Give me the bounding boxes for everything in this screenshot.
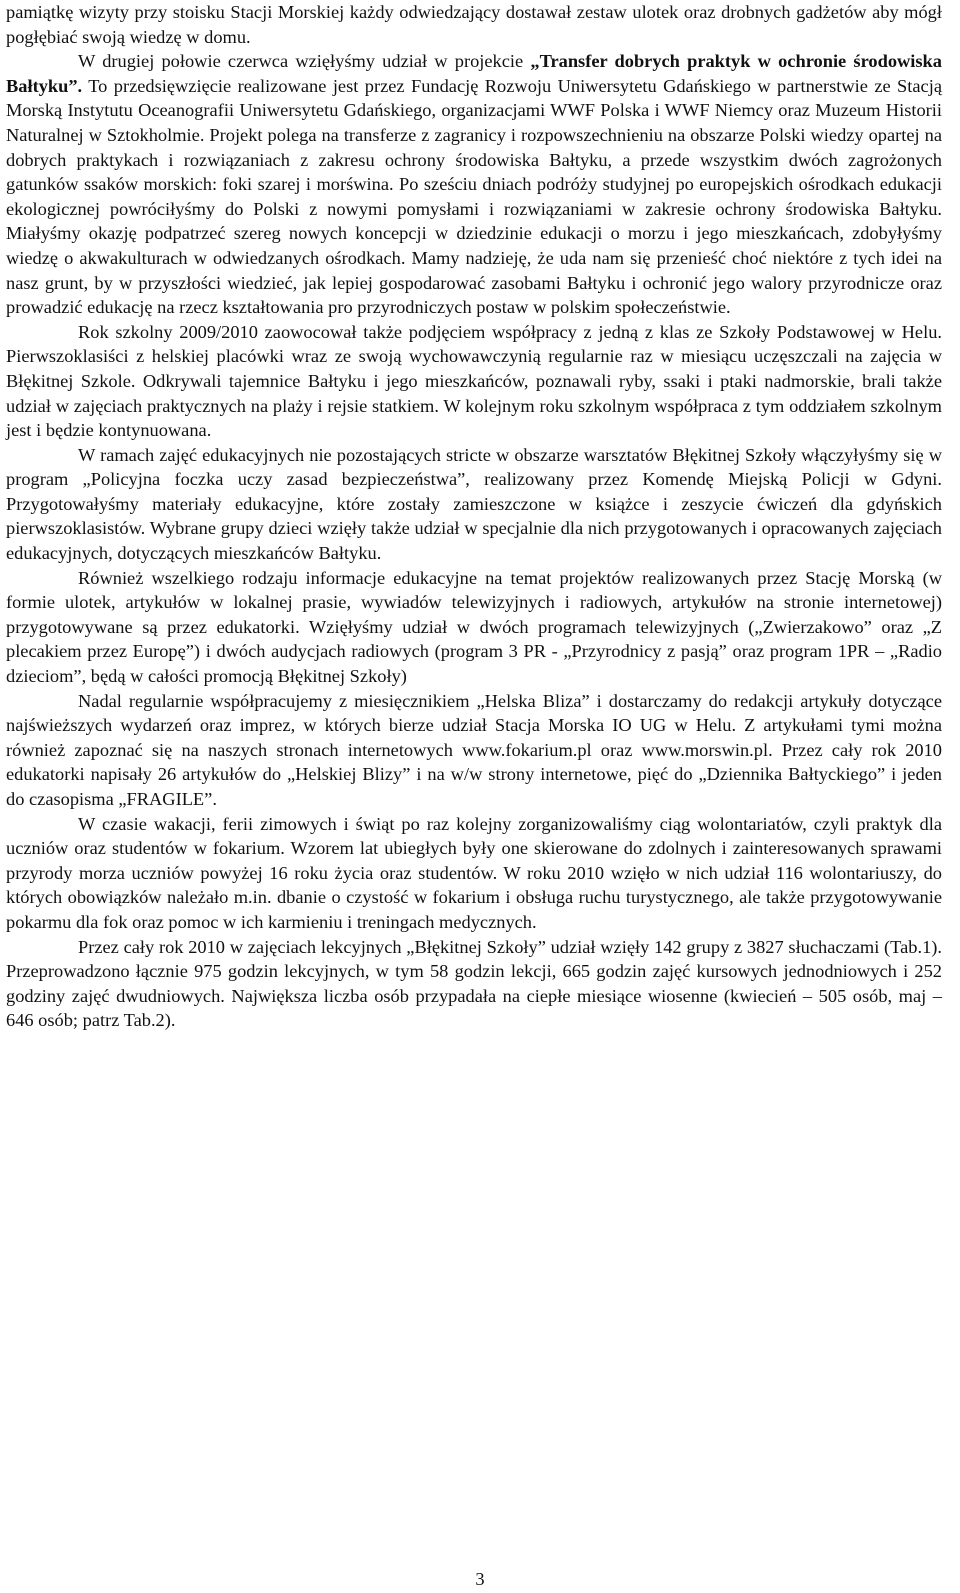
- paragraph-volunteering: W czasie wakacji, ferii zimowych i świąt po raz kolejny zorganizowaliśmy ciąg wolontariatów, czyli praktyk dla uczniów oraz studentów w fokarium. Wzorem lat ubiegłych były one skierowane do zdolnych i zainteresowanych sprawami przyrody morza uczniów powyżej 16 roku życia oraz studentów. W roku 2010 wzięło w nich udział 116 wolontariuszy, do których obowiązków należało m.in. dbanie o czystość w fokarium i obsługa ruchu turystycznego, ale także przygotowywanie pokarmu dla fok oraz pomoc w ich karmieniu i treningach medycznych.: [6, 813, 942, 932]
- paragraph-lesson-statistics: Przez cały rok 2010 w zajęciach lekcyjnych „Błękitnej Szkoły” udział wzięły 142 grupy z 3827 słuchaczami (Tab.1). Przeprowadzono łącznie 975 godzin lekcyjnych, w tym 58 godzin lekcji, 665 godzin zajęć kursowych jednodniowych i 252 godziny zajęć dwudniowych. Największa liczba osób przypadała na ciepłe miesiące wiosenne (kwiecień – 505 osób, maj – 646 osób; patrz Tab.2).: [6, 936, 942, 1031]
- paragraph-helska-bliza: Nadal regularnie współpracujemy z miesięcznikiem „Helska Bliza” i dostarczamy do redakcji artykuły dotyczące najświeższych wydarzeń oraz imprez, w których bierze udział Stacja Morska IO UG w Helu. Z artykułami tymi można również zapoznać się na naszych stronach internetowych www.fokarium.pl oraz www.morswin.pl. Przez cały rok 2010 edukatorki napisały 26 artykułów do „Helskiej Blizy” i na w/w strony internetowe, pięć do „Dziennika Bałtyckiego” i jeden do czasopisma „FRAGILE”.: [6, 690, 942, 809]
- paragraph-school-cooperation: Rok szkolny 2009/2010 zaowocował także podjęciem współpracy z jedną z klas ze Szkoły Podstawowej w Helu. Pierwszoklasiści z helskiej placówki wraz ze swoją wychowawczynią regularnie raz w miesiącu uczęszczali na zajęcia w Błękitnej Szkole. Odkrywali tajemnice Bałtyku i jego mieszkańców, poznawali ryby, ssaki i ptaki nadmorskie, brali także udział w zajęciach praktycznych na plaży i rejsie statkiem. W kolejnym roku szkolnym współpraca z tym oddziałem szkolnym jest i będzie kontynuowana.: [6, 321, 942, 441]
- paragraph-transfer-project: [6, 49, 942, 320]
- page-number: 3: [475, 1569, 485, 1589]
- paragraph-continuation: pamiątkę wizyty przy stoisku Stacji Morskiej każdy odwiedzający dostawał zestaw ulotek oraz drobnych gadżetów aby mógł pogłębiać swoją wiedzę w domu.: [6, 2, 942, 47]
- project-title: „Transfer dobrych praktyk w ochronie środowiska Bałtyku”.: [6, 51, 942, 96]
- paragraph-body-text: To przedsięwzięcie realizowane jest przez Fundację Rozwoju Uniwersytetu Gdańskiego w partnerstwie ze Stacją Morską Instytutu Oceanografii Uniwersytetu Gdańskiego, organizacjami WWF Polska i WWF Niemcy oraz Muzeum Historii Naturalnej w Sztokholmie. Projekt polega na transferze z zagranicy i rozpowszechnieniu na obszarze Polski wiedzy opartej na dobrych praktykach i rozwiązaniach z zakresu ochrony środowiska Bałtyku, a przede wszystkim dwóch zagrożonych gatunków ssaków morskich: foki szarej i morświna. Po sześciu dniach podróży studyjnej po europejskich ośrodkach edukacji ekologicznej powróciłyśmy do Polski z nowymi pomysłami i rozwiązaniami w zakresie ochrony środowiska Bałtyku. Miałyśmy okazję podpatrzeć szereg nowych koncepcji w dziedzinie edukacji o morzu i jego mieszkańcach, zdobyłyśmy wiedzę o akwakulturach w odwiedzanych ośrodkach. Mamy nadzieję, że uda nam się przenieść choć niektóre z tych idei na nasz grunt, by w przyszłości wiedzieć, jak lepiej gospodarować zasobami Bałtyku i ochronić jego walory przyrodnicze oraz prowadzić edukację na rzecz kształtowania pro przyrodniczych postaw w polskim społeczeństwie.: [6, 75, 942, 318]
- document-page: [6, 0, 942, 1033]
- paragraph-media-information: Również wszelkiego rodzaju informacje edukacyjne na temat projektów realizowanych przez Stację Morską (w formie ulotek, artykułów w lokalnej prasie, wywiadów telewizyjnych i radiowych, artykułów na stronie internetowej) przygotowywane są przez edukatorki. Wzięłyśmy udział w dwóch programach telewizyjnych („Zwierzakowo” oraz „Z plecakiem przez Europę”) i dwóch audycjach radiowych (program 3 PR - „Przyrodnicy z pasją” oraz program 1PR – „Radio dzieciom”, będą w całości promocją Błękitnej Szkoły): [6, 567, 942, 687]
- paragraph-police-program: W ramach zajęć edukacyjnych nie pozostających stricte w obszarze warsztatów Błękitnej Szkoły włączyłyśmy się w program „Policyjna foczka uczy zasad bezpieczeństwa”, realizowany przez Komendę Miejską Policji w Gdyni. Przygotowałyśmy materiały edukacyjne, które zostały zamieszczone w książce i zeszycie ćwiczeń dla gdyńskich pierwszoklasistów. Wybrane grupy dzieci wzięły także udział w specjalnie dla nich przygotowanych i opracowanych zajęciach edukacyjnych, dotyczących mieszkańców Bałtyku.: [6, 444, 942, 564]
- paragraph-intro-text: W drugiej połowie czerwca wzięłyśmy udział w projekcie: [78, 51, 531, 72]
